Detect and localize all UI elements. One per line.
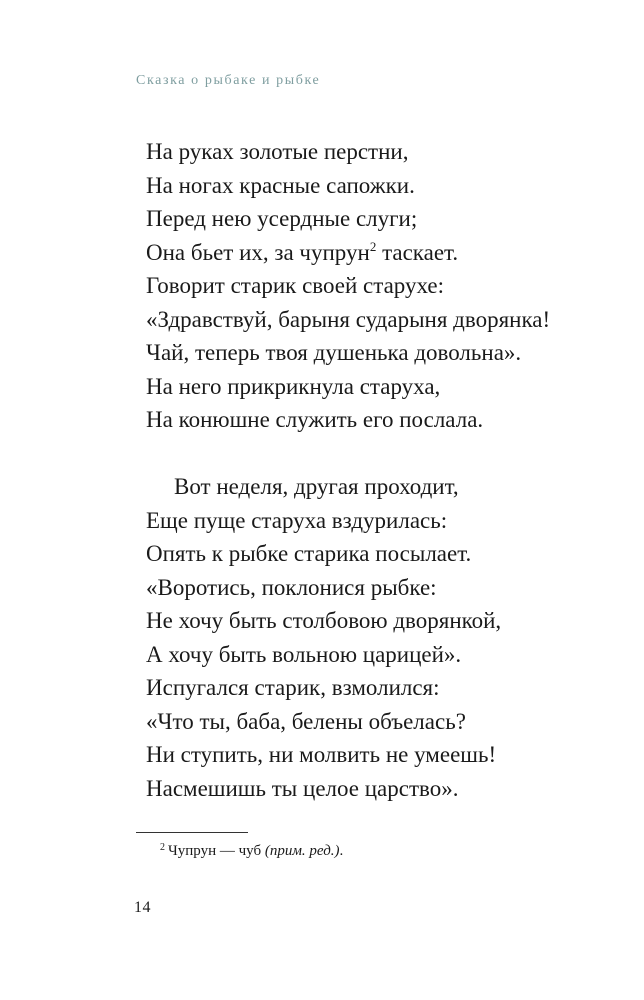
verse-line: Еще пуще старуха вздурилась:: [146, 507, 448, 533]
verse-line: Испугался старик, взмолился:: [146, 675, 440, 700]
page-number: 14: [134, 899, 151, 916]
footnote-reference[interactable]: 2: [369, 238, 377, 254]
verse-line: Насмешишь ты целое царство».: [146, 775, 459, 801]
verse-line: «Воротись, поклонися рыбке:: [146, 574, 437, 600]
footnote-editor-note: (прим. ред.): [264, 843, 340, 859]
verse-line: Ни ступить, ни молвить не умеешь!: [146, 742, 497, 767]
verse-line: Вот неделя, другая проходит,: [174, 474, 459, 499]
verse-line: На ногах красные сапожки.: [146, 172, 415, 198]
stanza-2: [0, 470, 644, 805]
verse-line: Не хочу быть столбовою дворянкой,: [146, 608, 502, 633]
footnote-divider: [136, 832, 248, 833]
footnote-text: Чупрун — чуб: [168, 843, 265, 859]
verse-line: Чай, теперь твоя душенька довольна».: [146, 340, 522, 365]
verse-text: таскает.: [376, 239, 459, 265]
verse-line: Опять к рыбке старика посылает.: [146, 541, 472, 566]
verse-line: «Здравствуй, барыня сударыня дворянка!: [146, 306, 551, 332]
verse-line: Перед нею усердные слуги;: [146, 206, 418, 231]
stanza-1: [0, 135, 644, 437]
verse-line: На конюшне служить его послала.: [146, 407, 484, 432]
footnote-end: .: [339, 843, 344, 859]
verse-line: На руках золотые перстни,: [146, 139, 409, 164]
verse-line: На него прикрикнула старуха,: [146, 373, 441, 399]
verse-line: А хочу быть вольною царицей».: [146, 641, 462, 667]
verse-line: «Что ты, баба, белены объелась?: [146, 708, 466, 734]
running-header: Сказка о рыбаке и рыбке: [136, 73, 321, 88]
verse-line: Говорит старик своей старухе:: [146, 273, 445, 298]
footnote-mark: 2: [160, 842, 165, 853]
verse-text: Она бьет их, за чупрун: [146, 239, 370, 265]
verse-line-with-footnote: [0, 236, 644, 270]
footnote: [160, 841, 343, 861]
